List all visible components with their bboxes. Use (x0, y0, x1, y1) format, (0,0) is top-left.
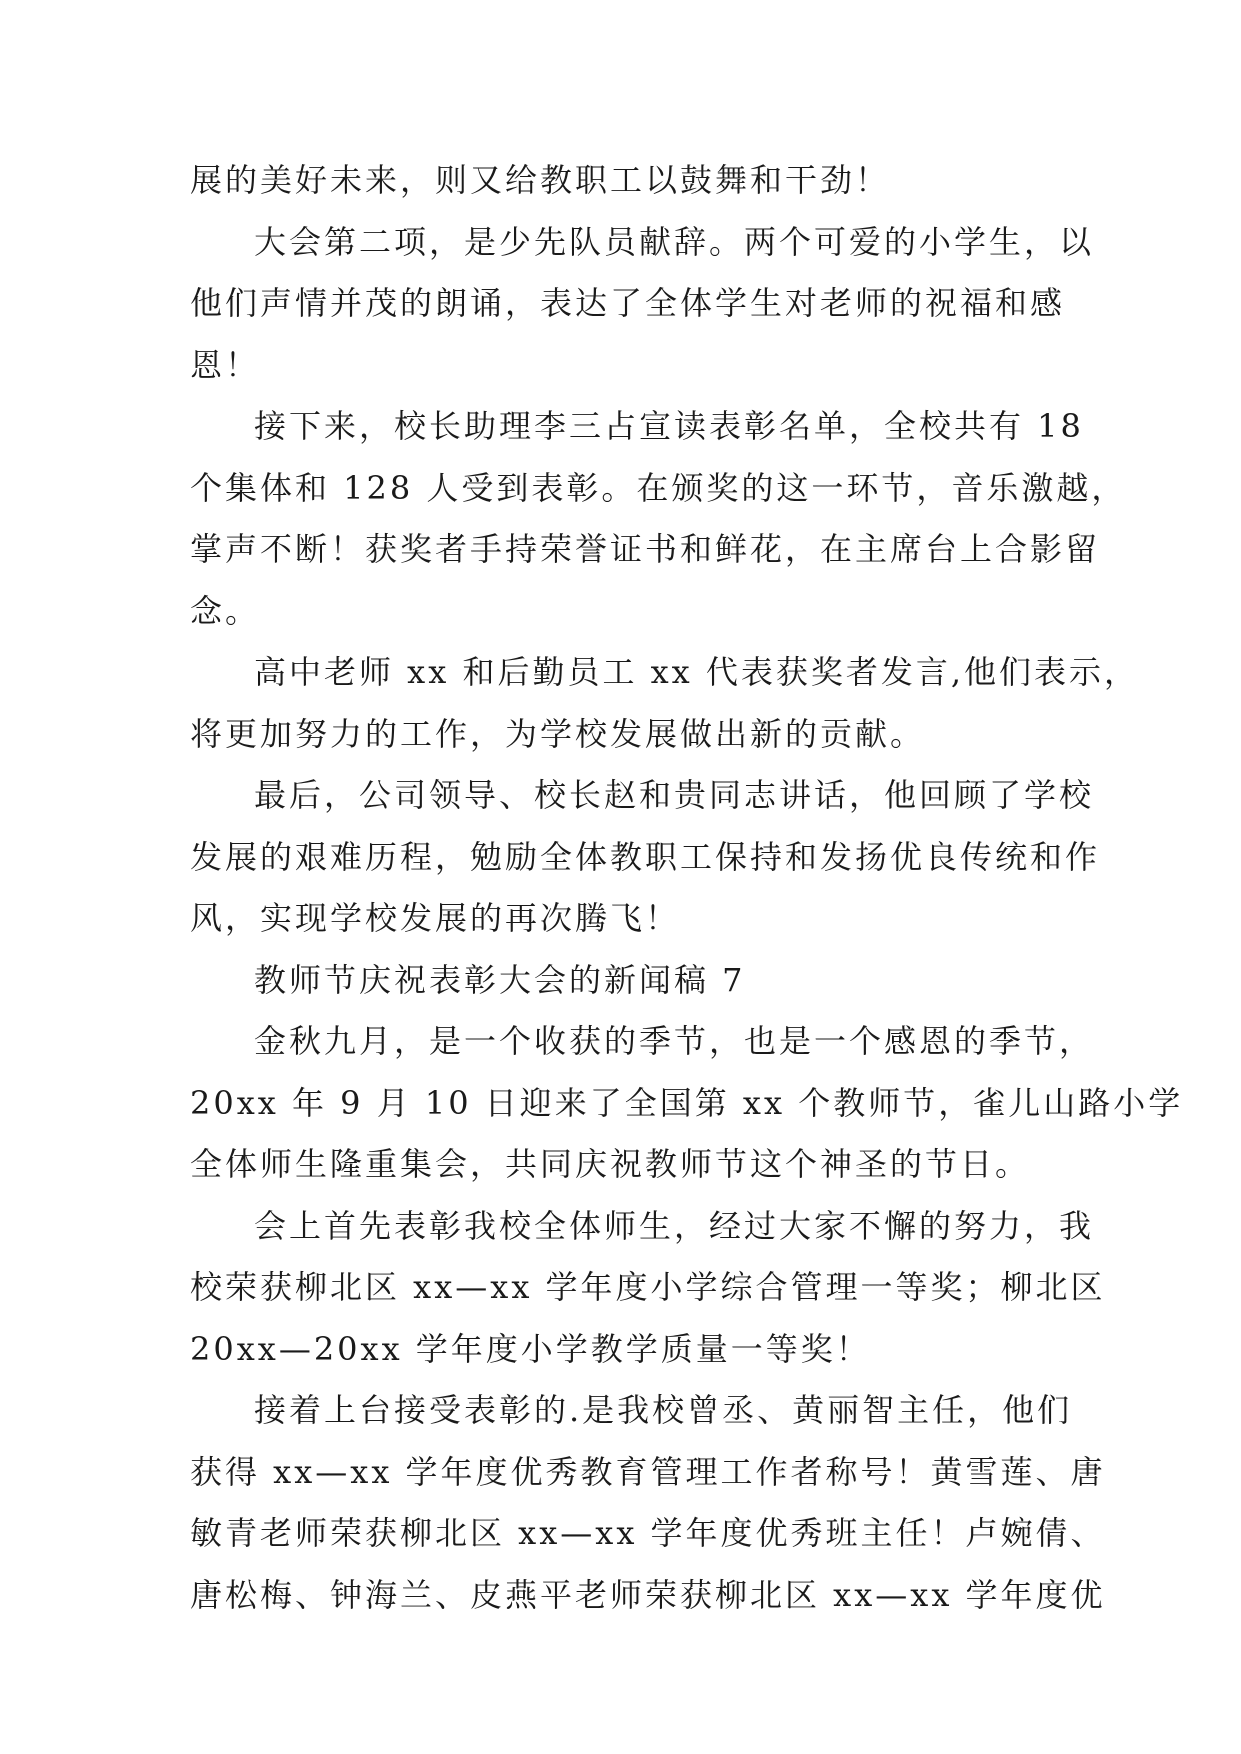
text-line: 个集体和 128 人受到表彰。在颁奖的这一环节，音乐激越， (190, 468, 1127, 507)
document-body (190, 150, 1184, 1626)
text-line: 接着上台接受表彰的.是我校曾丞、黄丽智主任，他们 (254, 1391, 1073, 1429)
text-line: 恩！ (190, 345, 261, 384)
text-line: 他们声情并茂的朗诵，表达了全体学生对老师的祝福和感 (190, 284, 1066, 322)
text-line: 最后，公司领导、校长赵和贵同志讲话，他回顾了学校 (254, 776, 1095, 814)
text-line: 念。 (190, 591, 261, 630)
text-line: 掌声不断！获奖者手持荣誉证书和鲜花，在主席台上合影留 (190, 530, 1101, 568)
text-line: 高中老师 xx 和后勤员工 xx 代表获奖者发言,他们表示， (254, 653, 1140, 691)
text-line: 接下来，校长助理李三占宣读表彰名单，全校共有 18 (254, 407, 1084, 445)
text-line: 20xx 年 9 月 10 日迎来了全国第 xx 个教师节，雀儿山路小学 (190, 1083, 1184, 1122)
text-line: 金秋九月，是一个收获的季节，也是一个感恩的季节， (254, 1022, 1095, 1060)
text-line: 唐松梅、钟海兰、皮燕平老师荣获柳北区 xx—xx 学年度优 (190, 1575, 1106, 1614)
text-line: 发展的艰难历程，勉励全体教职工保持和发扬优良传统和作 (190, 837, 1101, 876)
text-line: 将更加努力的工作，为学校发展做出新的贡献。 (190, 714, 926, 753)
text-line: 风，实现学校发展的再次腾飞！ (190, 899, 681, 937)
text-line: 校荣获柳北区 xx—xx 学年度小学综合管理一等奖；柳北区 (190, 1268, 1106, 1306)
text-line: 全体师生隆重集会，共同庆祝教师节这个神圣的节日。 (190, 1145, 1031, 1183)
text-line: 大会第二项，是少先队员献辞。两个可爱的小学生，以 (254, 222, 1095, 261)
text-line: 展的美好未来，则又给教职工以鼓舞和干劲！ (190, 161, 891, 199)
text-line: 敏青老师荣获柳北区 xx—xx 学年度优秀班主任！卢婉倩、 (190, 1514, 1106, 1552)
text-line: 获得 xx—xx 学年度优秀教育管理工作者称号！黄雪莲、唐 (190, 1452, 1106, 1491)
section-heading: 教师节庆祝表彰大会的新闻稿 7 (254, 960, 746, 999)
text-line: 会上首先表彰我校全体师生，经过大家不懈的努力，我 (254, 1206, 1095, 1245)
text-line: 20xx—20xx 学年度小学教学质量一等奖！ (190, 1329, 871, 1368)
